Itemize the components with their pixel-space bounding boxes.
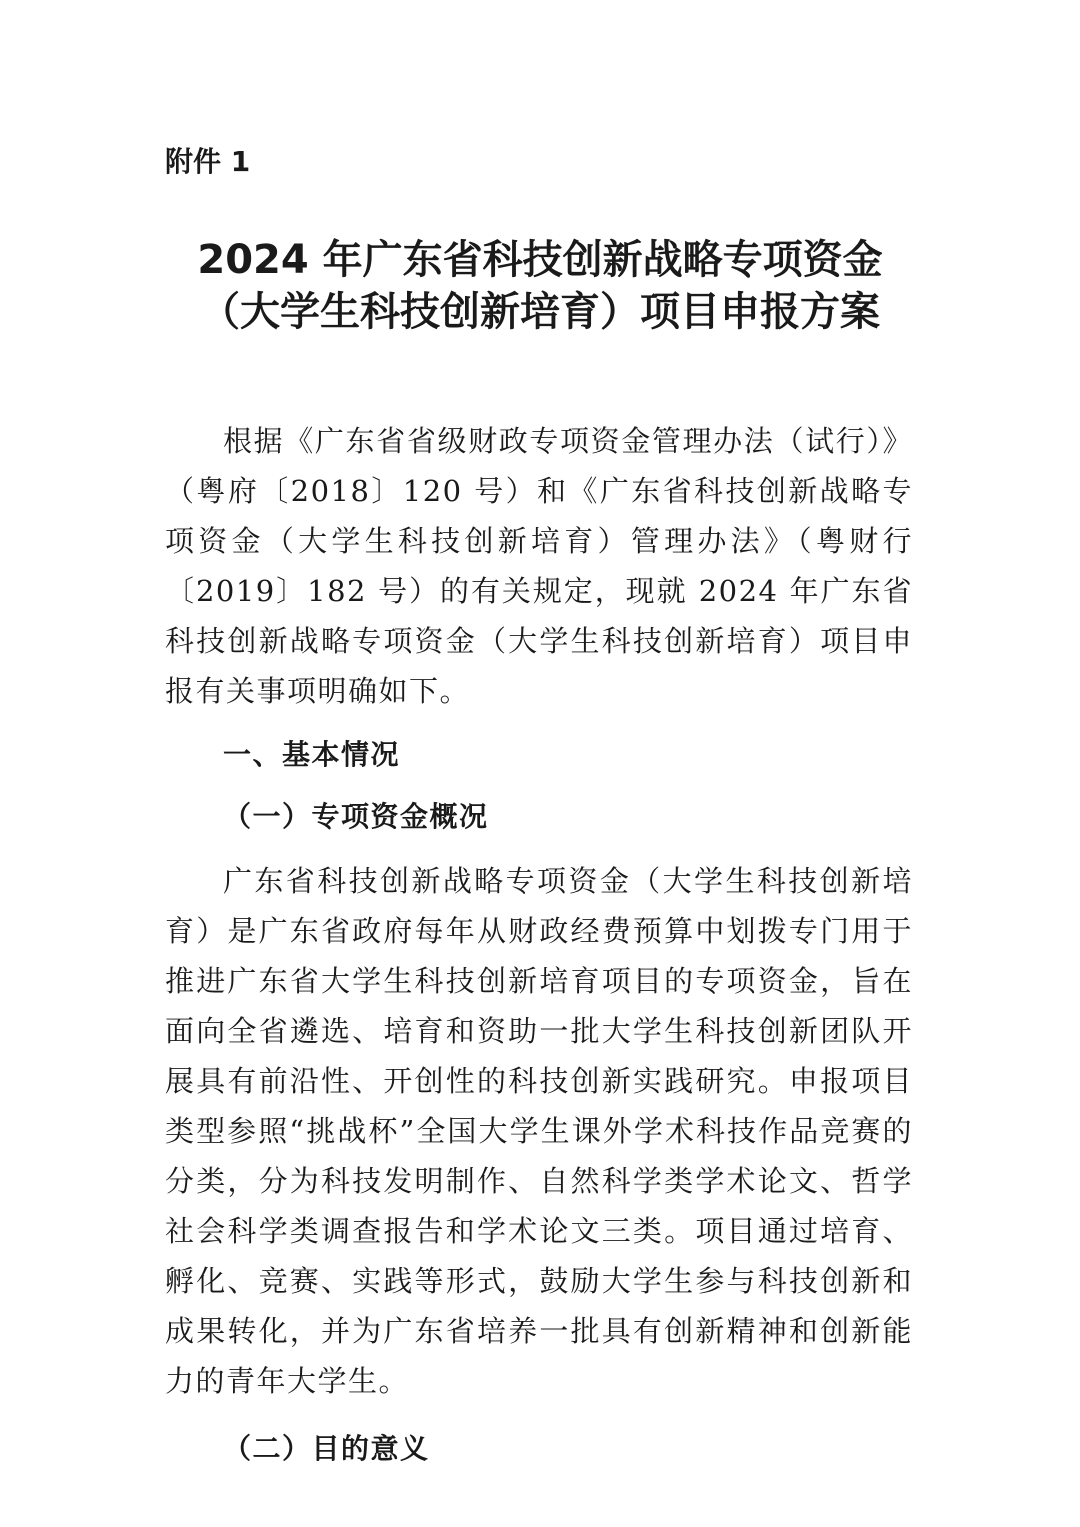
fund-overview-paragraph: 广东省科技创新战略专项资金（大学生科技创新培育）是广东省政府每年从财政经费预算中划拨专门用于推进广东省大学生科技创新培育项目的专项资金，旨在面向全省遴选、培育和资助一批大学生科技创新团队开展具有前沿性、开创性的科技创新实践研究。申报项目类型参照“挑战杯”全国大学生课外学术科技作品竞赛的分类，分为科技发明制作、自然科学类学术论文、哲学社会科学类调查报告和学术论文三类。项目通过培育、孵化、竞赛、实践等形式，鼓励大学生参与科技创新和成果转化，并为广东省培养一批具有创新精神和创新能力的青年大学生。 xyxy=(165,864,913,1398)
intro-paragraph: 根据《广东省省级财政专项资金管理办法（试行）》（粤府〔2018〕120 号）和《广东省科技创新战略专项资金（大学生科技创新培育）管理办法》（粤财行〔2019〕182 号）的有关规定，现就 2024 年广东省科技创新战略专项资金（大学生科技创新培育）项目申报有关事项明确如下。 xyxy=(165,424,913,708)
subsection-heading-fund-overview: （一）专项资金概况 xyxy=(223,800,489,833)
document-title-line-2: （大学生科技创新培育）项目申报方案 xyxy=(200,289,880,335)
attachment-label: 附件 1 xyxy=(165,145,251,178)
document-title-line-1: 2024 年广东省科技创新战略专项资金 xyxy=(197,237,883,283)
subsection-heading-purpose: （二）目的意义 xyxy=(223,1432,430,1465)
document-body xyxy=(165,416,913,1474)
section-heading-basic-info: 一、基本情况 xyxy=(223,738,401,771)
